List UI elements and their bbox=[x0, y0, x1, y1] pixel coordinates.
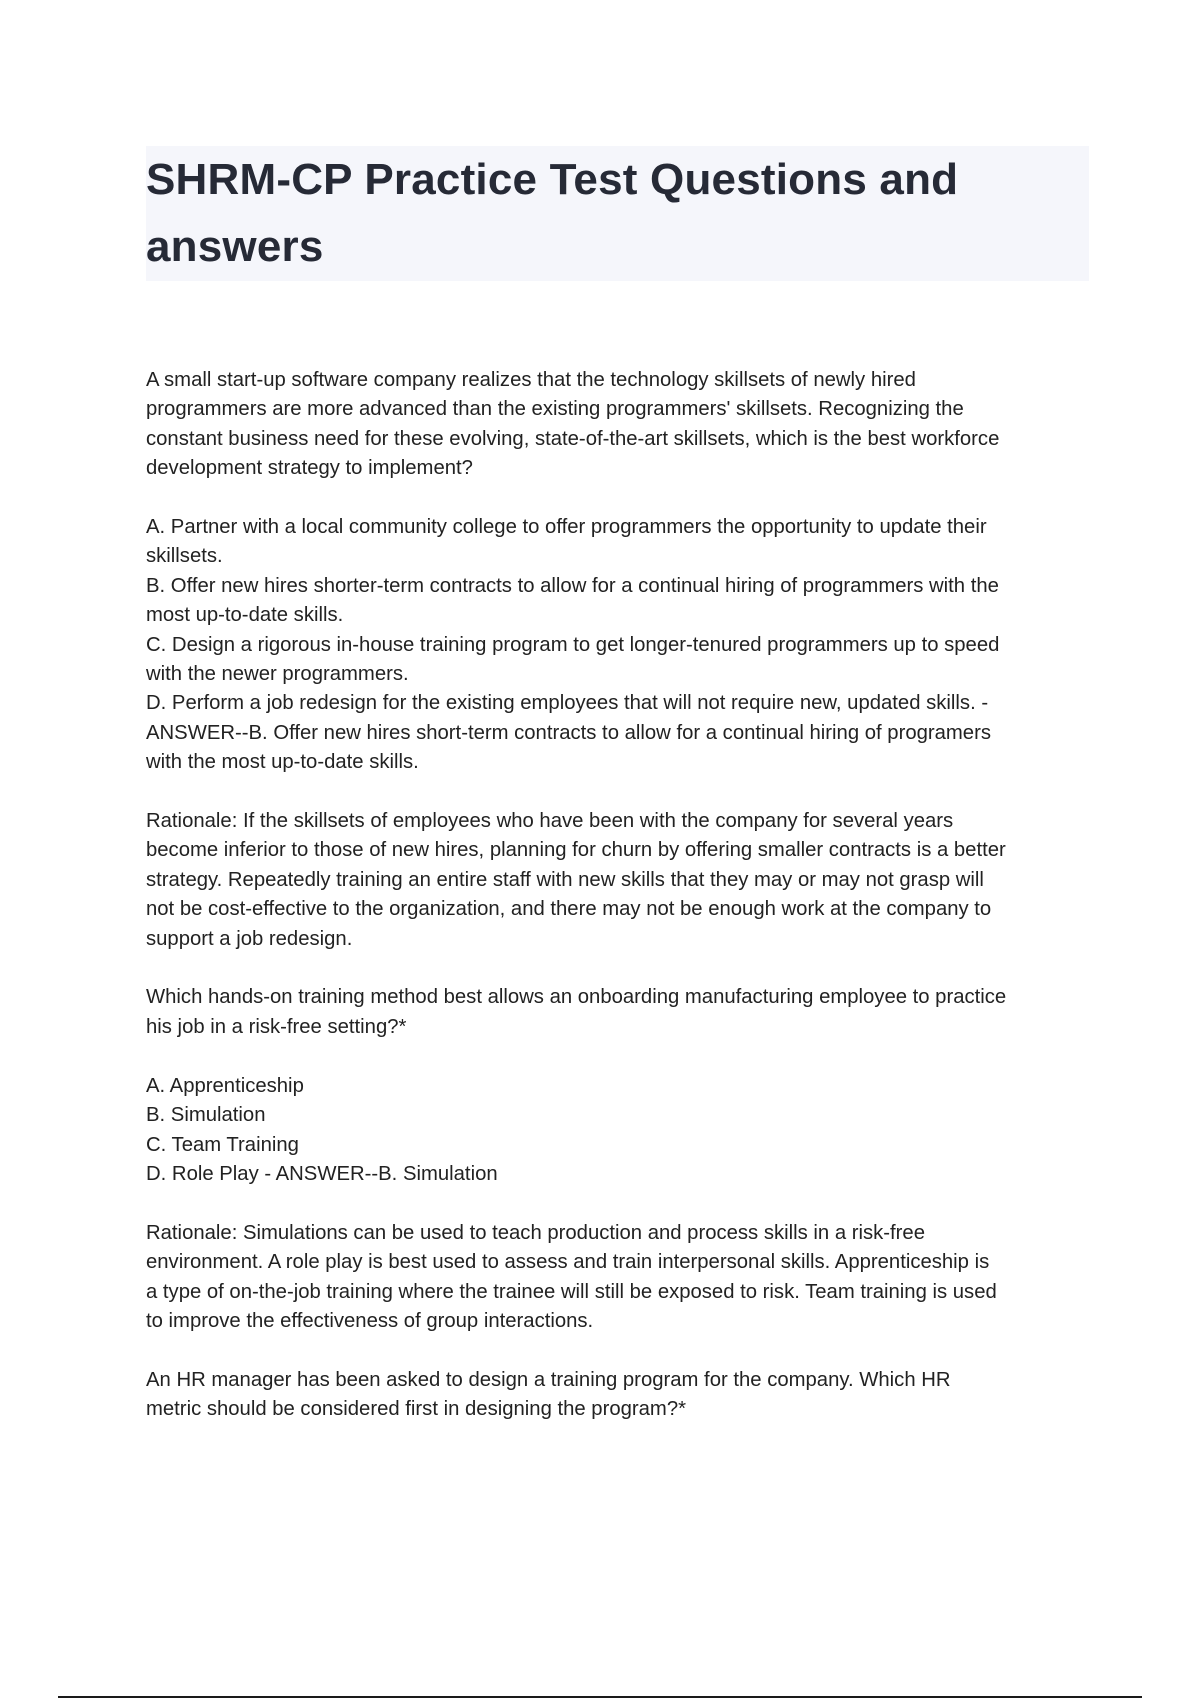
question-block bbox=[146, 366, 1090, 484]
question-line: A small start-up software company realizes that the technology skillsets of newly hired bbox=[146, 369, 916, 391]
question-line: metric should be considered first in designing the program?* bbox=[146, 1398, 686, 1421]
rationale-line: environment. A role play is best used to assess and train interpersonal skills. Apprenticeship is bbox=[146, 1251, 990, 1274]
rationale-line: to improve the effectiveness of group interactions. bbox=[146, 1309, 594, 1332]
rationale-line: support a job redesign. bbox=[146, 927, 353, 950]
rationale-line: Rationale: Simulations can be used to teach production and process skills in a risk-free bbox=[146, 1221, 925, 1244]
options-block bbox=[146, 513, 1090, 778]
question-line: constant business need for these evolving, state-of-the-art skillsets, which is the best workforce bbox=[146, 427, 1000, 450]
options-line: C. Team Training bbox=[146, 1133, 299, 1156]
rationale-line: become inferior to those of new hires, planning for churn by offering smaller contracts is a better bbox=[146, 839, 1006, 862]
options-line: D. Perform a job redesign for the existing employees that will not require new, updated skills. - bbox=[146, 692, 989, 715]
question-line: his job in a risk-free setting?* bbox=[146, 1015, 407, 1038]
options-line: D. Role Play - ANSWER--B. Simulation bbox=[146, 1162, 498, 1185]
options-line: with the newer programmers. bbox=[146, 663, 409, 686]
rationale-block bbox=[146, 807, 1090, 954]
footer-divider bbox=[58, 1696, 1142, 1698]
rationale-line: Rationale: If the skillsets of employees who have been with the company for several years bbox=[146, 810, 954, 833]
options-line: most up-to-date skills. bbox=[146, 604, 344, 627]
options-line: C. Design a rigorous in-house training program to get longer-tenured programmers up to speed bbox=[146, 633, 1000, 656]
options-line: B. Offer new hires shorter-term contracts to allow for a continual hiring of programmers with the bbox=[146, 574, 999, 597]
options-line: A. Apprenticeship bbox=[146, 1074, 304, 1097]
question-line: programmers are more advanced than the existing programmers' skillsets. Recognizing the bbox=[146, 398, 964, 421]
rationale-block bbox=[146, 1219, 1090, 1337]
title-line: answers bbox=[146, 222, 324, 271]
title-line: SHRM-CP Practice Test Questions and bbox=[146, 155, 959, 204]
options-line: ANSWER--B. Offer new hires short-term contracts to allow for a continual hiring of programers bbox=[146, 721, 991, 744]
options-line: skillsets. bbox=[146, 545, 223, 568]
options-line: with the most up-to-date skills. bbox=[146, 751, 419, 774]
rationale-line: a type of on-the-job training where the trainee will still be exposed to risk. Team training is used bbox=[146, 1280, 997, 1303]
options-block bbox=[146, 1072, 1090, 1190]
question-line: An HR manager has been asked to design a training program for the company. Which HR bbox=[146, 1368, 951, 1391]
options-line: A. Partner with a local community college to offer programmers the opportunity to update their bbox=[146, 516, 987, 539]
title-banner bbox=[146, 146, 1089, 281]
rationale-line: not be cost-effective to the organization, and there may not be enough work at the company to bbox=[146, 898, 992, 921]
question-line: Which hands-on training method best allows an onboarding manufacturing employee to practice bbox=[146, 986, 1007, 1009]
question-block bbox=[146, 983, 1090, 1042]
options-line: B. Simulation bbox=[146, 1104, 266, 1127]
document-body bbox=[146, 366, 1090, 1454]
question-line: development strategy to implement? bbox=[146, 457, 473, 480]
rationale-line: strategy. Repeatedly training an entire staff with new skills that they may or may not grasp will bbox=[146, 868, 984, 891]
document-title bbox=[146, 146, 1089, 280]
question-block bbox=[146, 1366, 1090, 1425]
